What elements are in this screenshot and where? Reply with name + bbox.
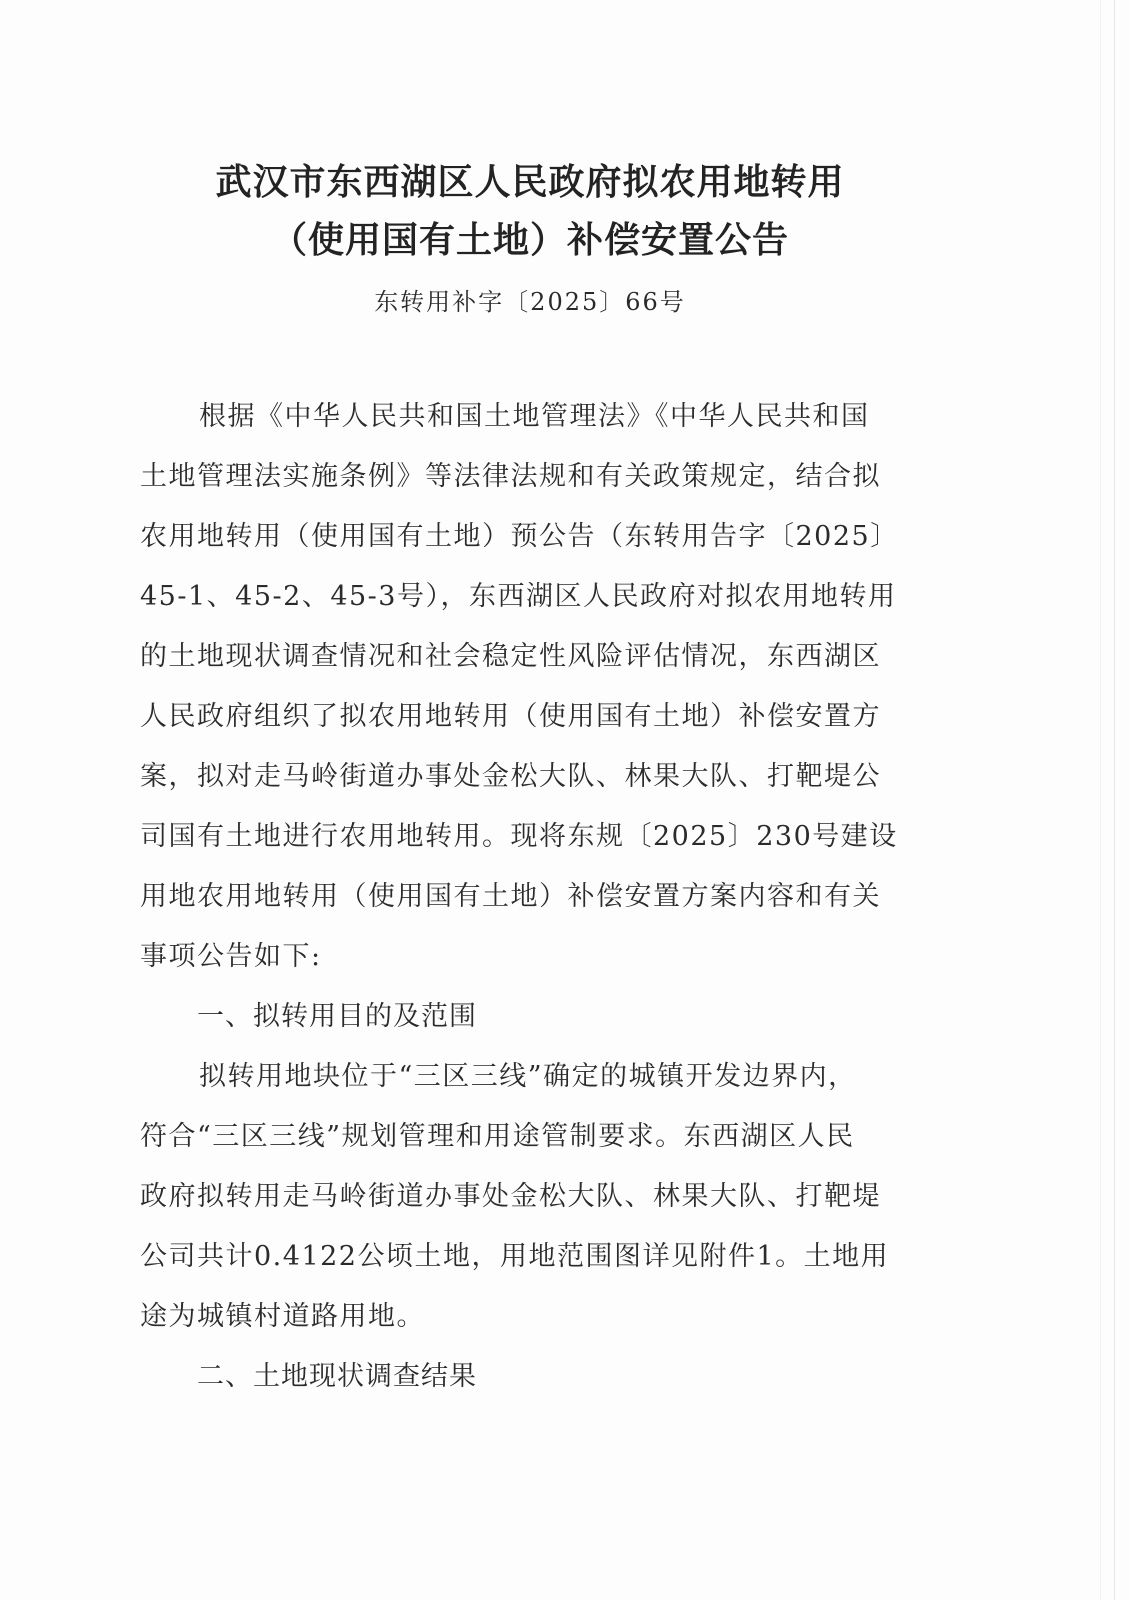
intro-line: 人民政府组织了拟农用地转用（使用国有土地）补偿安置方 <box>140 701 881 732</box>
intro-line: 用地农用地转用（使用国有土地）补偿安置方案内容和有关 <box>140 881 881 912</box>
intro-line: 45-1、45-2、45-3号），东西湖区人民政府对拟农用地转用 <box>140 581 897 612</box>
section-1-line: 政府拟转用走马岭街道办事处金松大队、林果大队、打靶堤 <box>140 1181 881 1212</box>
section-heading-1: 一、拟转用目的及范围 <box>197 1001 477 1032</box>
document-number: 东转用补字〔2025〕66号 <box>374 288 686 316</box>
document-title-line-2: （使用国有土地）补偿安置公告 <box>270 220 789 261</box>
section-heading-2: 二、土地现状调查结果 <box>197 1361 477 1392</box>
scan-edge-line <box>1100 0 1101 1600</box>
section-1-line: 拟转用地块位于“三区三线”确定的城镇开发边界内， <box>199 1061 857 1092</box>
section-1-line: 途为城镇村道路用地。 <box>140 1301 425 1332</box>
intro-line: 根据《中华人民共和国土地管理法》《中华人民共和国 <box>199 401 870 432</box>
intro-line: 农用地转用（使用国有土地）预公告（东转用告字〔2025〕 <box>140 521 899 552</box>
intro-line: 土地管理法实施条例》等法律法规和有关政策规定，结合拟 <box>140 461 881 492</box>
intro-line: 司国有土地进行农用地转用。现将东规〔2025〕230号建设 <box>140 821 898 852</box>
scan-edge-line <box>1114 0 1115 1600</box>
section-1-line: 符合“三区三线”规划管理和用途管制要求。东西湖区人民 <box>140 1121 855 1152</box>
intro-line: 案，拟对走马岭街道办事处金松大队、林果大队、打靶堤公 <box>140 761 881 792</box>
intro-line: 的土地现状调查情况和社会稳定性风险评估情况，东西湖区 <box>140 641 881 672</box>
document-title-line-1: 武汉市东西湖区人民政府拟农用地转用 <box>215 162 845 203</box>
intro-line: 事项公告如下: <box>140 941 322 972</box>
section-1-line: 公司共计0.4122公顷土地，用地范围图详见附件1。土地用 <box>140 1241 890 1272</box>
